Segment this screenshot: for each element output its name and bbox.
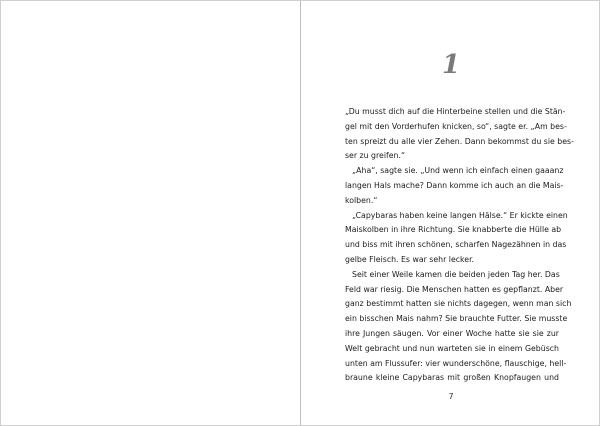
text-line: gel mit den Vorderhufen knicken, so“, sagte er. „Am bes- <box>345 121 567 131</box>
text-line: braune kleine Capybaras mit großen Knopfaugen und <box>345 373 559 383</box>
page-number: 7 <box>448 392 454 401</box>
text-line: Seit einer Weile kamen die beiden jeden Tag her. Das <box>352 269 560 279</box>
text-line: Maiskolben in ihre Richtung. Sie knabberte die Hülle ab <box>345 225 562 235</box>
chapter-number: 1 <box>441 50 461 80</box>
body-text <box>345 105 574 386</box>
text-line: langen Hals mache? Dann komme ich auch an die Mais- <box>345 180 564 190</box>
text-line: Welt gebracht und nun warteten sie in einem Gebüsch <box>345 343 559 353</box>
text-line: gelbe Fleisch. Es war sehr lecker. <box>345 254 475 264</box>
text-line: „Aha“, sagte sie. „Und wenn ich einfach einen gaaanz <box>352 166 564 176</box>
left-page-blank <box>1 1 301 425</box>
right-page <box>301 1 599 425</box>
text-line: ihre Jungen säugen. Vor einer Woche hatte sie sie zur <box>345 328 559 338</box>
text-line: und biss mit ihren schönen, scharfen Nagezähnen in das <box>345 240 567 250</box>
text-line: ser zu greifen.“ <box>345 151 406 161</box>
text-line: Feld war riesig. Die Menschen hatten es gepflanzt. Aber <box>345 284 564 294</box>
text-line: kolben.“ <box>345 195 378 205</box>
text-line: unten am Flussufer: vier wunderschöne, flauschige, hell- <box>345 358 567 368</box>
text-line: „Du musst dich auf die Hinterbeine stellen und die Stän- <box>345 107 566 116</box>
text-line: „Capybaras haben keine langen Hälse.“ Er kickte einen <box>352 210 568 220</box>
text-line: ganz bestimmt hatten sie nichts dagegen, wenn man sich <box>345 299 572 309</box>
text-line: ten spreizt du alle vier Zehen. Dann bekommst du sie bes- <box>345 136 574 146</box>
text-line: ein bisschen Mais nahm? Sie brauchte Futter. Sie musste <box>345 314 568 324</box>
